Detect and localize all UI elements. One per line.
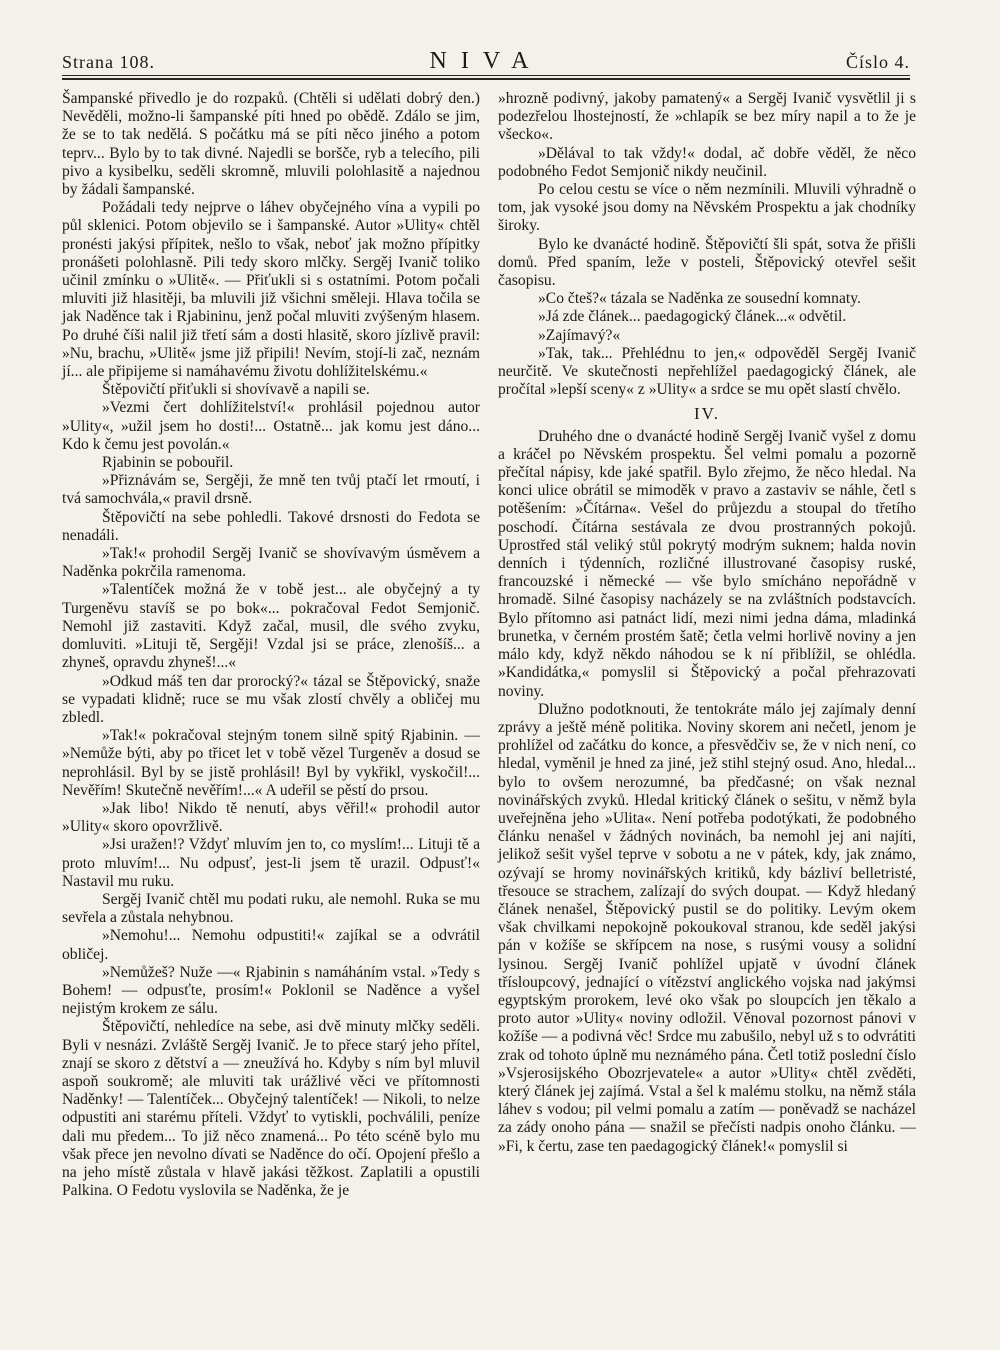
paragraph: Šampanské přivedlo je do rozpaků. (Chtěli si udělati dobrý den.) Nevěděli, možno-li šampanské píti hned po obědě. Zdálo se jim, že se to tak nedělá. S počátku má se píti něco jiného a potom teprv... Bylo by to tak divné. Najedli se boršče, ryb a telecího, pili pivo a kysibelku, seděli skromně, mluvili polohlasitě a najednou by žádali šampanské. <box>62 90 480 199</box>
right-column <box>498 90 916 1156</box>
paragraph: »Vezmi čert dohlížitelství!« prohlásil pojednou autor »Ulity«, »užil jsem ho dosti!... Ostatně... jak komu jest dáno... Kdo k čemu jest povolán.« <box>62 399 480 453</box>
paragraph: »Já zde článek... paedagogický článek...« odvětil. <box>538 308 847 326</box>
paragraph: »Nemůžeš? Nuže —« Rjabinin s namáháním vstal. »Tedy s Bohem! — odpusťte, prosím!« Poklonil se Naděnce a vyšel nejistým krokem ze sálu. <box>62 963 480 1018</box>
paragraph: »Tak!« prohodil Sergěj Ivanič se shovívavým úsměvem a Naděnka pokrčila ramenoma. <box>62 545 480 581</box>
paragraph: »Dělával to tak vždy!« dodal, ač dobře věděl, že něco podobného Fedot Semjonič nikdy neučinil. <box>498 144 916 180</box>
paragraph: Bylo ke dvanácté hodině. Štěpovičtí šli spát, sotva že přišli domů. Před spaním, leže v posteli, Štěpovický otevřel sešit časopisu. <box>498 235 916 290</box>
paragraph: Požádali tedy nejprve o láhev obyčejného vína a vypili po půl sklenici. Potom objevilo se i šampanské. Autor »Ulity« chtěl pronésti jakýsi přípitek, nešlo to však, neboť jak možno přípitky pronášeti polohlasně. Pili tedy skoro mlčky. Sergěj Ivanič toliko učinil zmínku o »Ulitě«. — Přiťukli si s ostatními. Potom počali mluviti již hlasitěji, ba mluvili již všichni směleji. Hlava točila se jak Naděnce tak i Rjabininu, jenž počal mluviti zvýšeným hlasem. Po druhé číši nalil již třetí sám a dosti hlasitě, skoro jízlivě pravil: »Nu, brachu, »Ulitě« jsme již připili! Nevím, stojí-li zač, neznám jí... ale připijeme si namáhavému životu dohlížitelskému.« <box>62 199 480 381</box>
paragraph: Dlužno podotknouti, že tentokráte málo jej zajímaly denní zprávy a ještě méně politika. Noviny skorem ani nečetl, jenom je prohlížel od začátku do konce, a přesvědčiv se, že v nich není, co hledal, vyměnil je hned za jiné, jež stihl stejný osud. Ano, hledal... bylo to ovšem nerozumné, ba předčasné; on však neznal novinářských zvyků. Hledal kritický článek o sešitu, v němž byla uveřejněna jeho »Ulita«. Není potřeba podotýkati, že podobného článku nenašel v žádných novinách, ba nemohl jej ani najíti, jelikož sešit vyšel teprve v sobotu a ne v pátek, kdy, jak známo, ozývají se hromy novinářských kritiků, kdy bázliví belletristé, třesouce se strachem, zalízají do svých doupat. — Když hledaný článek nenašel, Štěpovický pustil se do politiky. Levým okem však chvilkami nepokojně pokoukoval stranou, kde seděl jakýsi pán v kožíše se skřípcem na nose, s rusými vousy a solidní lysinou. Sergěj Ivanič pohlížel upjatě v úvodní článek třísloupcový, jednající o vítězství anglického vojska nad jakýmsi egyptským prorokem, levé oko však po sloupcích jen těkalo a proto autor »Ulity« noviny odložil. Věnoval pozornost pánovi v kožíše — a podivná věc! Srdce mu zabušilo, nebyl už s to odvrátiti zrak od tohoto úplně mu neznámého pána. Četl totiž poslední číslo »Vsjerosijského Obozrjevatele« a autor »Ulity« chtěl zvěděti, který článek jej zajímá. Vstal a šel k malému stolku, na němž stála láhev s vodou; pil velmi pomalu a zatím — poněvadž se nacházel za zády onoho pána — snažil se přečísti nadpis onoho článku. — »Fi, k čertu, zase ten paedagogický článek!« pomyslil si <box>498 700 916 1155</box>
paragraph: Štěpovičtí na sebe pohledli. Takové drsnosti do Fedota se nenadáli. <box>62 508 480 544</box>
paragraph: »Odkud máš ten dar prorocký?« tázal se Štěpovický, snaže se vypadati klidně; ruce se mu však zlostí chvěly a obličej mu zbledl. <box>62 672 480 726</box>
paragraph: »Tak, tak... Přehlédnu to jen,« odpověděl Sergěj Ivanič neurčitě. Ve skutečnosti nepřehlížel paedagogický článek, ale pročítal »lepší sceny« z »Ulity« a srdce se mu opět slastí chvělo. <box>498 344 916 399</box>
paragraph: »hrozně podivný, jakoby pamatený« a Sergěj Ivanič vysvětlil ji s podezřelou lhostejností, že »chlapík se bez míry napil a to že je všecko«. <box>498 90 916 144</box>
paragraph: »Jak libo! Nikdo tě nenutí, abys věřil!« prohodil autor »Ulity« skoro opovržlivě. <box>62 799 480 836</box>
header-rule <box>62 75 910 76</box>
header-rule-thick <box>62 78 910 80</box>
page-header <box>62 46 910 76</box>
paragraph: Štěpovičtí, nehledíce na sebe, asi dvě minuty mlčky seděli. Byli v nesnázi. Zvláště Sergěj Ivanič. Je to přece starý jeho přítel, znají se skoro z dětství a — zneužívá ho. Kdyby s ním byl mluvil aspoň soukromě; ale mluviti tak urážlivé věci ve přítomnosti Naděnky! — Talentíček... Obyčejný talentíček! — Nikoli, to nelze odpustiti ani starému příteli. Vždyť to vytiskli, pochválili, peníze dali mu předem... To již něco znamená... Po této scéně bylo mu však přece jen nevolno dívati se Naděnce do očí. Opojení přešlo a na jeho místě zůstala v hlavě jakási těžkost. Zaplatili a opustili Palkina. O Fedotu vyslovila se Naděnka, že je <box>62 1018 480 1200</box>
paragraph: Sergěj Ivanič chtěl mu podati ruku, ale nemohl. Ruka se mu sevřela a zůstala nehybnou. <box>62 890 480 927</box>
paragraph: »Zajímavý?« <box>538 326 621 344</box>
paragraph: Štěpovičtí přiťukli si shovívavě a napili se. <box>102 381 370 399</box>
issue-number: Číslo 4. <box>845 52 910 72</box>
paragraph: »Tak!« pokračoval stejným tonem silně spitý Rjabinin. — »Nemůže býti, aby po třicet let v tobě vězel Turgeněv a dosud se neprohlásil. Byl by se jistě prohlásil! Byl by vykřikl, vyskočil!... Nevěřím! Skutečně nevěřím!...« A udeřil se pěstí do prsou. <box>62 727 480 799</box>
page-number: Strana 108. <box>62 52 155 72</box>
paragraph: Po celou cestu se více o něm nezmínili. Mluvili výhradně o tom, jak vysoké jsou domy na Něvském Prospektu a jak chodníky široky. <box>498 181 916 235</box>
left-column <box>62 90 480 1200</box>
paragraph: »Jsi uražen!? Vždyť mluvím jen to, co myslím!... Lituji tě a proto mluvím!... Nu odpusť, jest-li jsem tě urazil. Odpusť!« Nastavil mu ruku. <box>62 836 480 890</box>
paragraph: »Talentíček možná že v tobě jest... ale obyčejný a ty Turgeněvu stavíš se po bok«... pokračoval Fedot Semjonič. Nemohl již zastaviti. Když začal, musil, dle svého zvyku, domluviti. »Lituji tě, Sergěji! Vzdal jsi se práce, zlenošíš... a zhyneš, opravdu zhyneš!...« <box>62 581 480 672</box>
paragraph: »Nemohu!... Nemohu odpustiti!« zajíkal se a odvrátil obličej. <box>62 927 480 963</box>
section-title: IV. <box>694 404 720 424</box>
paragraph: »Co čteš?« tázala se Naděnka ze sousední komnaty. <box>538 290 861 308</box>
paragraph: Druhého dne o dvanácté hodině Sergěj Ivanič vyšel z domu a kráčel po Něvském prospektu. Šel velmi pomalu a pozorně přečítal nápisy, kde jaké spatřil. Bylo zřejmo, že něco hledal. Na konci ulice obrátil se mimoděk v pravo a zastaviv se náhle, četl s potěšením: »Čítárna«. Vešel do průjezdu a stoupal do třetího poschodí. Čítárna sestávala ze dvou prostranných pokojů. Uprostřed stál veliký stůl pokrytý modrým suknem; halda novin denních i týdenních, rozličné illustrované časopisy ruské, francouzské i německé — vše bylo smícháno nepořádně v hromadě. Silné časopisy nacházely se na zvláštních podstavcích. Bylo přítomno asi patnáct lidí, mezi nimi jedna dáma, mladinká brunetka, v černém prostém šatě; četla velmi horlivě noviny a jen málo kdy, když někdo náhodou se k ní přiblížil, se ohlédla. »Kandidátka,« pomyslil si Štěpovický a počal přehrazovati noviny. <box>498 427 916 700</box>
paragraph: Rjabinin se pobouřil. <box>102 454 234 472</box>
journal-title: NIVA <box>429 48 543 74</box>
paragraph: »Přiznávám se, Sergěji, že mně ten tvůj ptačí let rmoutí, i tvá samochvála,« pravil drsně. <box>62 472 480 508</box>
